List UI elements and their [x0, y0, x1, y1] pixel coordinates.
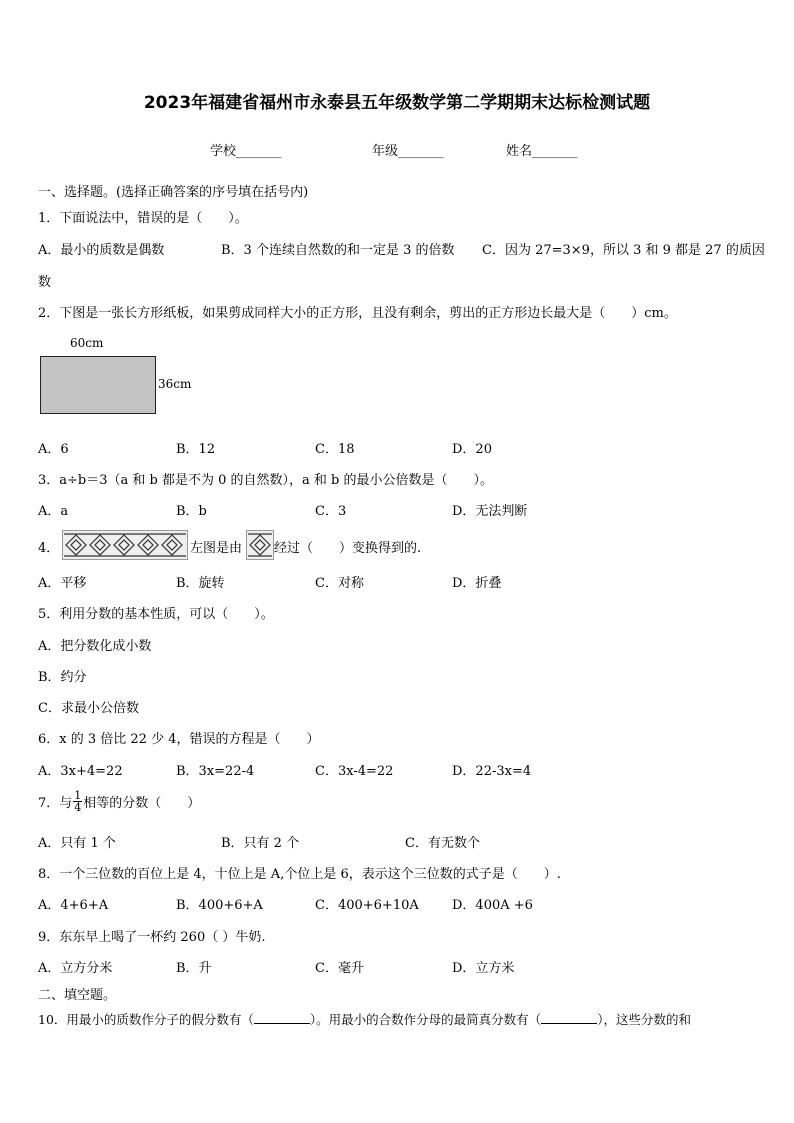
q8-option-d: D．400A +6	[452, 898, 533, 913]
q4-option-d: D．折叠	[452, 576, 502, 591]
q3-stem: 3．a÷b＝3（a 和 b 都是不为 0 的自然数），a 和 b 的最小公倍数是（ ）。	[38, 473, 493, 488]
single-diamond-unit	[246, 530, 274, 560]
q10-part-3: ），这些分数的和	[597, 1012, 691, 1027]
q5-option-b: B．约分	[38, 670, 87, 685]
q2-option-b: B．12	[176, 442, 216, 457]
grade-field: 年级_______	[372, 144, 444, 159]
q3-option-c: C．3	[315, 504, 347, 519]
section-2-heading: 二、填空题。	[38, 988, 117, 1003]
section-1-heading: 一、选择题。(选择正确答案的序号填在括号内)	[38, 185, 309, 200]
fraction-numerator: 1	[74, 789, 82, 802]
q7-option-c: C．有无数个	[405, 836, 480, 851]
q1-stem: 1．下面说法中，错误的是（ ）。	[38, 211, 248, 226]
q4-stem-tail: 经过（ ）变换得到的.	[274, 541, 422, 556]
q2-option-a: A．6	[38, 442, 69, 457]
q7-option-a: A．只有 1 个	[38, 836, 116, 851]
q4-stem-middle: 左图是由	[190, 541, 243, 556]
q8-option-a: A．4+6+A	[38, 898, 109, 913]
q7-option-b: B．只有 2 个	[221, 836, 300, 851]
q6-option-b: B．3x=22-4	[176, 764, 255, 779]
fraction-denominator: 4	[74, 801, 82, 814]
q5-stem: 5．利用分数的基本性质，可以（ ）。	[38, 607, 274, 622]
q10-part-1: 10．用最小的质数作分子的假分数有（	[38, 1012, 254, 1027]
q7-prefix: 7．与	[38, 796, 73, 811]
q3-option-a: A．a	[38, 504, 69, 519]
q10-blank-1	[254, 1023, 310, 1024]
q10-part-2: ）。用最小的合数作分母的最简真分数有（	[309, 1012, 542, 1027]
fraction-one-quarter	[73, 790, 82, 813]
diamond-strip-icon	[64, 532, 186, 558]
q4-option-b: B．旋转	[176, 576, 225, 591]
q5-option-a: A．把分数化成小数	[38, 639, 152, 654]
school-field: 学校_______	[210, 144, 282, 159]
q8-stem: 8．一个三位数的百位上是 4，十位上是 A,个位上是 6，表示这个三位数的式子是（ ）.	[38, 867, 561, 882]
q8-option-c: C．400+6+10A	[315, 898, 419, 913]
q1-option-c: C．因为 27=3×9，所以 3 和 9 都是 27 的质因	[482, 243, 765, 258]
rect-height-label: 36cm	[158, 377, 192, 391]
q6-stem: 6．x 的 3 倍比 22 少 4，错误的方程是（ ）	[38, 732, 320, 747]
q5-option-c: C．求最小公倍数	[38, 701, 139, 716]
q3-option-d: D．无法判断	[452, 504, 528, 519]
diamond-pattern-strip	[62, 530, 188, 560]
q8-option-b: B．400+6+A	[176, 898, 263, 913]
q1-option-b: B．3 个连续自然数的和一定是 3 的倍数	[221, 243, 455, 258]
q4-number: 4．	[38, 541, 60, 556]
q7-suffix: 相等的分数（ ）	[83, 796, 201, 811]
rect-width-label: 60cm	[70, 336, 104, 350]
q9-stem: 9．东东早上喝了一杯约 260（ ）牛奶.	[38, 930, 266, 945]
q1-option-a: A．最小的质数是偶数	[38, 243, 165, 258]
name-field: 姓名_______	[506, 144, 578, 159]
q10-stem	[38, 1010, 691, 1028]
q1-option-c-continued: 数	[38, 275, 52, 290]
q4-option-c: C．对称	[315, 576, 364, 591]
q2-stem: 2．下图是一张长方形纸板，如果剪成同样大小的正方形，且没有剩余，剪出的正方形边长最大是（ ）cm。	[38, 306, 677, 321]
q6-option-a: A．3x+4=22	[38, 764, 123, 779]
q2-option-d: D．20	[452, 442, 492, 457]
page-title: 2023年福建省福州市永泰县五年级数学第二学期期末达标检测试题	[143, 93, 651, 113]
q9-option-b: B．升	[176, 961, 212, 976]
q6-option-d: D．22-3x=4	[452, 764, 532, 779]
q6-option-c: C．3x-4=22	[315, 764, 394, 779]
cardboard-rectangle	[40, 356, 156, 414]
q10-blank-2	[541, 1023, 597, 1024]
q4-option-a: A．平移	[38, 576, 87, 591]
q9-option-c: C．毫升	[315, 961, 364, 976]
single-diamond-icon	[248, 532, 272, 558]
q3-option-b: B．b	[176, 504, 207, 519]
q9-option-a: A．立方分米	[38, 961, 113, 976]
q7-stem	[38, 790, 200, 813]
q2-option-c: C．18	[315, 442, 355, 457]
q9-option-d: D．立方米	[452, 961, 515, 976]
